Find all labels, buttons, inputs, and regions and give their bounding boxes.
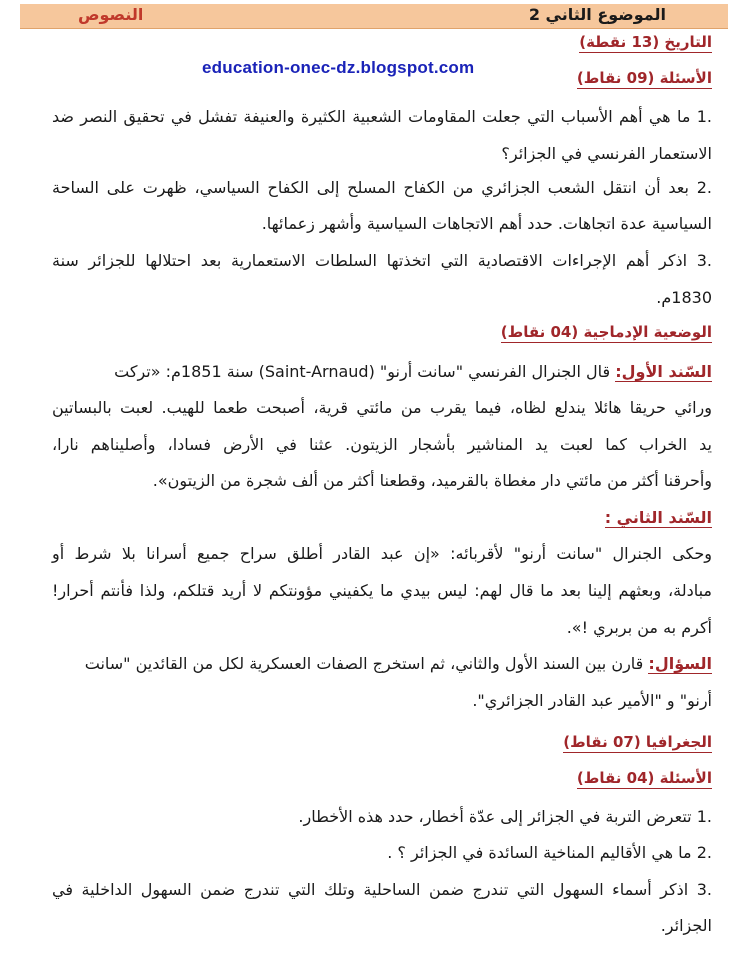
doc1-text-1: قال الجنرال الفرنسي "سانت أرنو" (Saint-Arnaud) سنة 1851م: «تركت xyxy=(114,362,611,381)
doc1-label: السّند الأول: xyxy=(615,362,712,381)
history-q2-line2: السياسية عدة اتجاهات. حدد أهم الاتجاهات السياسية وأشهر زعمائها. xyxy=(261,214,712,233)
history-q1-line2: الاستعمار الفرنسي في الجزائر؟ xyxy=(501,144,712,163)
doc1-line4: وأحرقنا أكثر من مائتي دار مغطاة بالقرميد، وقطعنا أكثر من ألف شجرة من الزيتون». xyxy=(152,471,712,490)
history-title: التاريخ (13 نقطة) xyxy=(579,33,712,51)
doc2-line3: أكرم به من بربري !». xyxy=(566,618,712,637)
geo-q3-line1: .3 اذكر أسماء السهول التي تندرج ضمن الساحلية وتلك التي تندرج ضمن السهول الداخلية في xyxy=(52,880,712,899)
watermark-link[interactable]: education-onec-dz.blogspot.com xyxy=(202,58,475,77)
question-line1 xyxy=(85,653,712,675)
history-q3-line2: 1830م. xyxy=(656,288,712,307)
doc2-line1: وحكى الجنرال "سانت أرنو" لأقربائه: «إن عبد القادر أطلق سراح جميع أسرانا بلا شرط أو xyxy=(52,544,712,563)
question-text-1: قارن بين السند الأول والثاني، ثم استخرج الصفات العسكرية لكل من القائدين "سانت xyxy=(84,654,644,673)
doc1-line1 xyxy=(114,361,712,383)
doc2-label-line xyxy=(605,507,712,529)
geo-q3-line2: الجزائر. xyxy=(660,916,712,935)
question-line2: أرنو" و "الأمير عبد القادر الجزائري". xyxy=(472,691,712,710)
doc1-line3: يد الخراب كما لعبت يد المناشير بأشجار الزيتون. عثنا في الأرض فسادا، وأصليناهم نارا، xyxy=(52,435,712,454)
doc2-label: السّند الثاني : xyxy=(604,508,712,527)
geography-questions-title: الأسئلة (04 نقاط) xyxy=(576,769,712,787)
history-questions-title: الأسئلة (09 نقاط) xyxy=(576,69,712,87)
header-bar xyxy=(20,4,728,29)
doc2-line2: مبادلة، وبعثهم إلينا بعد ما قال لهم: ليس بيدي ما يكفيني مؤونتكم لا أريد قتلكم، ولذا فأنتم أحرار! xyxy=(52,581,712,600)
history-q3-line1: .3 اذكر أهم الإجراءات الاقتصادية التي اتخذتها السلطات الاستعمارية بعد احتلالها للجزائر سنة xyxy=(52,251,712,270)
integration-title: الوضعية الإدماجية (04 نقاط) xyxy=(500,323,712,341)
geo-q1: .1 تتعرض التربة في الجزائر إلى عدّة أخطار، حدد هذه الأخطار. xyxy=(298,807,712,826)
doc1-line2: ورائي حريقا هائلا يندلع لظاه، فيما يقرب من مائتي قرية، أصبحت طعما للهيب. لعبت بالبساتين xyxy=(52,398,712,417)
question-label: السؤال: xyxy=(648,654,712,673)
geo-q2: .2 ما هي الأقاليم المناخية السائدة في الجزائر ؟ . xyxy=(387,843,712,862)
history-q1-line1: .1 ما هي أهم الأسباب التي جعلت المقاومات الشعبية الكثيرة والعنيفة تفشل في تحقيق النصر ضد xyxy=(52,107,712,126)
history-q2-line1: .2 بعد أن انتقل الشعب الجزائري من الكفاح المسلح إلى الكفاح السياسي، ظهرت على الساحة xyxy=(52,178,712,197)
geography-title: الجغرافيا (07 نقاط) xyxy=(563,733,712,751)
texts-label: النصوص xyxy=(78,5,144,24)
topic-title: الموضوع الثاني 2 xyxy=(528,5,666,24)
